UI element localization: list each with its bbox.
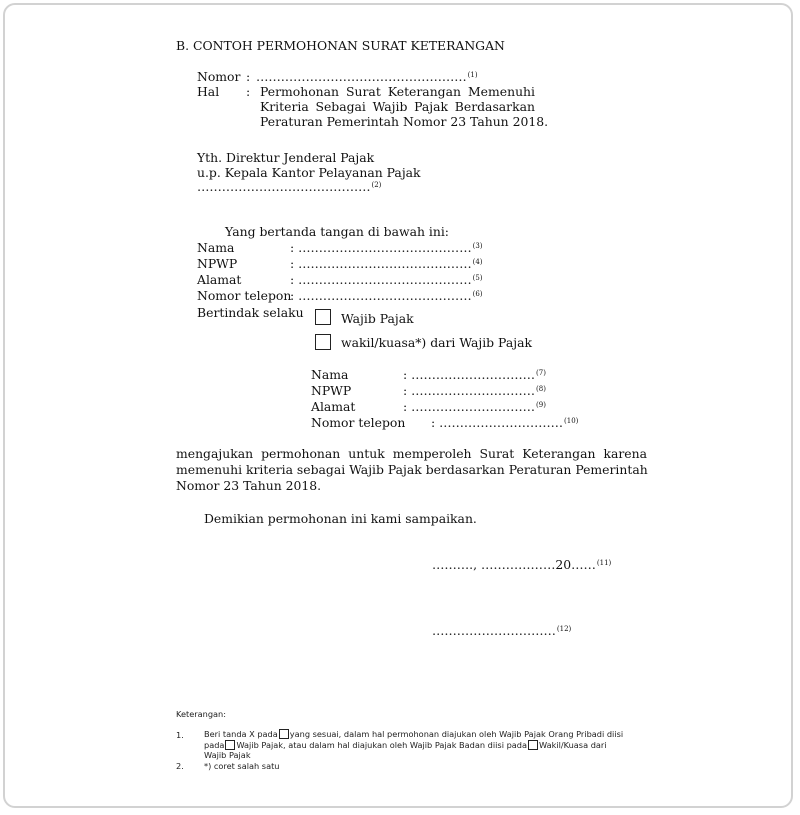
nomor-colon: : xyxy=(246,69,251,84)
note-checkbox-icon xyxy=(225,740,235,750)
field-telepon-value: : ……………………………………$^{(6)}$ xyxy=(290,288,483,303)
field-npwp-value: : ……………………………………$^{(4)}$ xyxy=(290,256,483,271)
hal-line-3: Peraturan Pemerintah Nomor 23 Tahun 2018. xyxy=(260,114,549,129)
closing-text: Demikian permohonan ini kami sampaikan. xyxy=(204,511,477,526)
note-1-number: 1. xyxy=(176,730,184,740)
hal-colon: : xyxy=(246,84,251,99)
sub-field-npwp-label: NPWP xyxy=(311,383,352,398)
signature-placeholder: …………………………$^{(12)}$ xyxy=(432,623,572,638)
wajib-pajak-option-label: Wajib Pajak xyxy=(341,311,414,326)
note-checkbox-icon xyxy=(279,729,289,739)
hal-line-2: Kriteria Sebagai Wajib Pajak Berdasarkan xyxy=(260,99,535,114)
recipient-line-3: ……………………………………$^{(2)}$ xyxy=(197,179,382,194)
sub-field-nama-value: : …………………………$^{(7)}$ xyxy=(403,367,546,382)
date-placeholder: ………., ………………20……$^{(11)}$ xyxy=(432,557,612,572)
wajib-pajak-checkbox[interactable] xyxy=(315,309,331,325)
note-1-line-1: Beri tanda X pada yang sesuai, dalam hal permohonan diajukan oleh Wajib Pajak Orang Pribadi diisi xyxy=(204,729,624,739)
note-1-line-3: Wajib Pajak xyxy=(204,750,251,760)
wakil-kuasa-option-label: wakil/kuasa*) dari Wajib Pajak xyxy=(341,335,532,350)
recipient-line-2: u.p. Kepala Kantor Pelayanan Pajak xyxy=(197,165,421,180)
nomor-value: ……………………………………………$^{(1)}$ xyxy=(256,69,478,84)
field-alamat-label: Alamat xyxy=(197,272,242,287)
note-1-line-2: pada Wajib Pajak, atau dalam hal diajukan oleh Wajib Pajak Badan diisi pada Wakil/Kuasa dari xyxy=(204,740,607,750)
sub-field-nama-label: Nama xyxy=(311,367,349,382)
sub-field-alamat-value: : …………………………$^{(9)}$ xyxy=(403,399,546,414)
sub-field-telepon-label: Nomor telepon xyxy=(311,415,406,430)
field-telepon-label: Nomor telepon xyxy=(197,288,292,303)
sub-field-telepon-value: : …………………………$^{(10)}$ xyxy=(431,415,579,430)
bertindak-label: Bertindak selaku xyxy=(197,305,304,320)
note-checkbox-icon xyxy=(528,740,538,750)
field-alamat-value: : ……………………………………$^{(5)}$ xyxy=(290,272,483,287)
document-heading: B. CONTOH PERMOHONAN SURAT KETERANGAN xyxy=(176,38,505,53)
wakil-kuasa-checkbox[interactable] xyxy=(315,334,331,350)
note-2-text: *) coret salah satu xyxy=(204,761,280,771)
notes-title: Keterangan: xyxy=(176,709,226,719)
body-line-2: memenuhi kriteria sebagai Wajib Pajak berdasarkan Peraturan Pemerintah xyxy=(176,462,648,477)
intro-text: Yang bertanda tangan di bawah ini: xyxy=(225,224,449,239)
field-nama-label: Nama xyxy=(197,240,235,255)
field-npwp-label: NPWP xyxy=(197,256,238,271)
hal-label: Hal xyxy=(197,84,220,99)
sub-field-npwp-value: : …………………………$^{(8)}$ xyxy=(403,383,546,398)
nomor-label: Nomor xyxy=(197,69,241,84)
note-2-number: 2. xyxy=(176,761,184,771)
sub-field-alamat-label: Alamat xyxy=(311,399,356,414)
body-line-1: mengajukan permohonan untuk memperoleh Surat Keterangan karena xyxy=(176,446,647,461)
body-line-3: Nomor 23 Tahun 2018. xyxy=(176,478,322,493)
field-nama-value: : ……………………………………$^{(3)}$ xyxy=(290,240,483,255)
hal-line-1: Permohonan Surat Keterangan Memenuhi xyxy=(260,84,535,99)
recipient-line-1: Yth. Direktur Jenderal Pajak xyxy=(197,150,375,165)
